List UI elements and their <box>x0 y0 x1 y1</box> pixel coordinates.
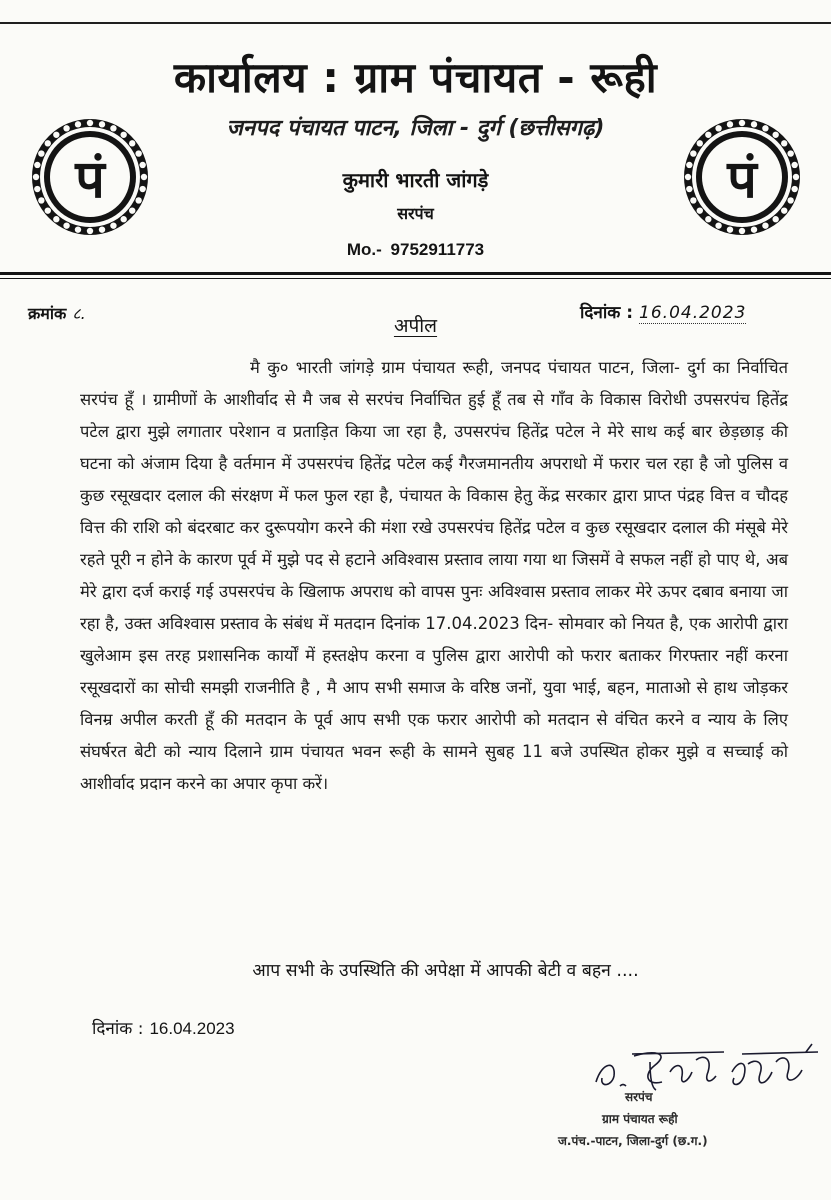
stamp-designation: सरपंच <box>625 1090 653 1104</box>
office-subtitle: जनपद पंचायत पाटन, जिला - दुर्ग (छत्तीसगढ़) <box>226 116 605 141</box>
sarpanch-name: कुमारी भारती जांगड़े <box>342 168 489 192</box>
logo-glyph: पं <box>75 150 105 210</box>
header-divider <box>0 272 831 275</box>
appeal-body <box>80 352 788 800</box>
office-title: कार्यालय : ग्राम पंचायत - रूही <box>173 53 658 102</box>
logo-glyph: पं <box>727 150 757 210</box>
reference-label: क्रमांक <box>28 304 67 323</box>
mobile-label: Mo.- <box>346 240 382 259</box>
letter-date-label: दिनांक : <box>580 303 634 323</box>
top-border-line <box>0 22 831 24</box>
stamp-panchayat: ग्राम पंचायत रूही <box>602 1112 678 1126</box>
mobile-value: 9752911773 <box>390 240 485 259</box>
footer-date <box>92 1016 235 1039</box>
letter-date-value: 16.04.2023 <box>639 303 747 323</box>
mobile-number <box>0 240 831 260</box>
panchayat-logo-icon <box>30 117 150 237</box>
header-divider-thin <box>0 278 831 279</box>
stamp-address: ज.पंच.-पाटन, जिला-दुर्ग (छ.ग.) <box>558 1134 708 1148</box>
reference-value: ८. <box>72 304 86 323</box>
sarpanch-designation: सरपंच <box>397 204 434 223</box>
signature-stamp <box>540 1040 820 1190</box>
letter-date <box>580 300 746 323</box>
appeal-title: अपील <box>393 315 438 337</box>
footer-date-label: दिनांक : <box>92 1019 144 1039</box>
footer-date-value: 16.04.2023 <box>149 1019 235 1038</box>
closing-line: आप सभी के उपस्थिति की अपेक्षा में आपकी बेटी व बहन .... <box>252 961 639 981</box>
appeal-paragraph: मै कु० भारती जांगड़े ग्राम पंचायत रूही, जनपद पंचायत पाटन, जिला- दुर्ग का निर्वाचित सरपंच हूँ । ग्रामीणों के आशीर्वाद से मै जब से सरपंच निर्वाचित हुई हूँ तब से गाँव के विकास विरोधी उपसरपंच हितेंद्र पटेल द्वारा मुझे लगातार परेशान व प्रताड़ित किया जा रहा है, उपसरपंच हितेंद्र पटेल ने मेरे साथ कई बार छेड़छाड़ की घटना को अंजाम दिया है वर्तमान में उपसरपंच हितेंद्र पटेल कई गैरजमानतीय अपराधो में फरार चल रहा है जो पुलिस व कुछ रसूखदार दलाल की संरक्षण में फल फुल रहा है, पंचायत के विकास हेतु केंद्र सरकार द्वारा प्राप्त पंद्रह वित्त व चौदह वित्त की राशि को बंदरबाट कर दुरूपयोग करने की मंशा रखे उपसरपंच हितेंद्र पटेल व कुछ रसूखदार दलाल की मंसूबे मेरे रहते पूरी न होने के कारण पूर्व में मुझे पद से हटाने अविश्वास प्रस्ताव लाया गया था जिसमें वे सफल नहीं हो पाए थे, अब मेरे द्वारा दर्ज कराई गई उपसरपंच के खिलाफ अपराध को वापस पुनः अविश्वास प्रस्ताव लाकर मेरे ऊपर दबाव बनाया जा रहा है, उक्त अविश्वास प्रस्ताव के संबंध में मतदान दिनांक 17.04.2023 दिन- सोमवार को नियत है, एक आरोपी द्वारा खुलेआम इस तरह प्रशासनिक कार्यों में हस्तक्षेप करना व पुलिस द्वारा आरोपी को फरार बताकर गिरफ्तार नहीं करना रसूखदारों का सोची समझी राजनीति है , मै आप सभी समाज के वरिष्ठ जनों, युवा भाई, बहन, माताओ से हाथ जोड़कर विनम्र अपील करती हूँ की मतदान के पूर्व आप सभी एक फरार आरोपी को मतदान से वंचित करने व न्याय के लिए संघर्षरत बेटी को न्याय दिलाने ग्राम पंचायत भवन रूही के सामने सुबह 11 बजे उपस्थित होकर मुझे व सच्चाई को आशीर्वाद प्रदान करने का अपार कृपा करें। <box>80 358 788 793</box>
panchayat-logo-icon <box>682 117 802 237</box>
